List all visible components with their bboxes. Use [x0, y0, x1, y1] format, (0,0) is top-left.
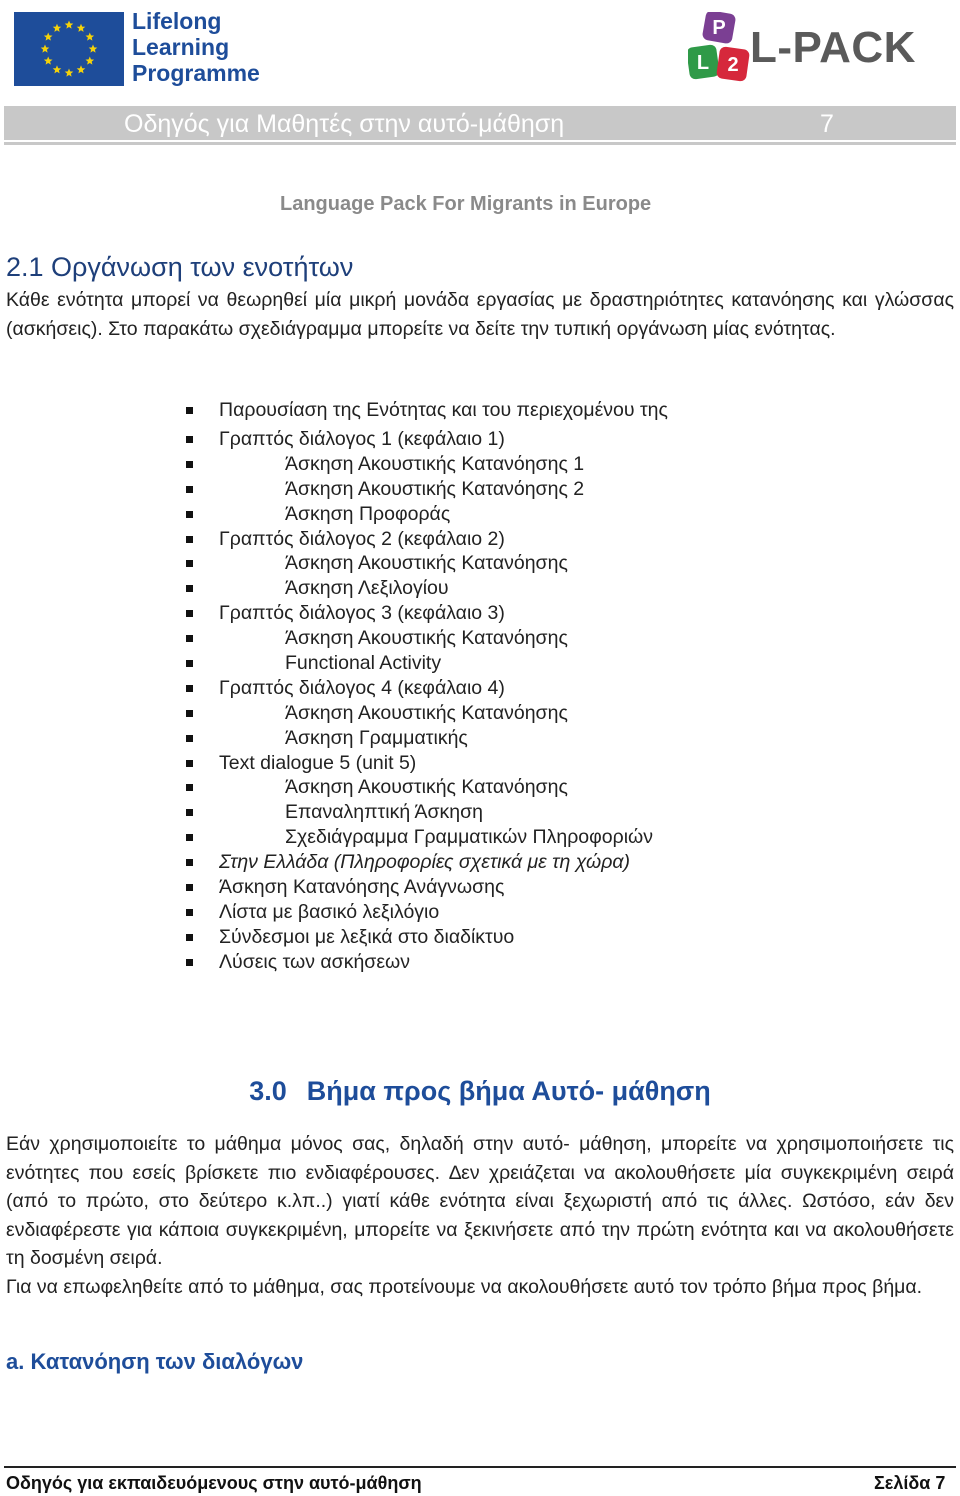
section-3-0-heading	[0, 1074, 960, 1108]
outline-item	[186, 398, 946, 427]
square-bullet-icon	[186, 436, 193, 443]
outline-item	[186, 875, 946, 900]
square-bullet-icon	[186, 486, 193, 493]
outline-item	[186, 427, 946, 452]
outline-item-text: Άσκηση Λεξιλογίου	[285, 577, 449, 600]
square-bullet-icon	[186, 635, 193, 642]
outline-item-text: Γραπτός διάλογος 3 (κεφάλαιο 3)	[219, 602, 505, 625]
outline-item	[186, 850, 946, 875]
square-bullet-icon	[186, 685, 193, 692]
lpack-wordmark: L-PACK	[750, 23, 916, 72]
outline-item-text: Επαναληπτική Άσκηση	[285, 801, 484, 824]
footer-divider	[4, 1466, 956, 1468]
outline-item	[186, 502, 946, 527]
outline-item-text: Στην Ελλάδα (Πληροφορίες σχετικά με τη χώρα)	[219, 851, 630, 874]
outline-item	[186, 950, 946, 975]
lll-line: Programme	[132, 60, 260, 86]
square-bullet-icon	[186, 834, 193, 841]
section-a-heading: a. Κατανόηση των διαλόγων	[6, 1349, 304, 1374]
outline-item-text: Γραπτός διάλογος 2 (κεφάλαιο 2)	[219, 527, 505, 550]
outline-item-text: Άσκηση Ακουστικής Κατανόησης	[285, 552, 568, 575]
svg-text:2: 2	[727, 54, 739, 76]
outline-item	[186, 751, 946, 776]
outline-item-text: Άσκηση Ακουστικής Κατανόησης	[285, 627, 568, 650]
outline-item-text: Γραπτός διάλογος 4 (κεφάλαιο 4)	[219, 676, 505, 699]
square-bullet-icon	[186, 407, 193, 414]
outline-item-text: Functional Activity	[285, 652, 442, 675]
header-divider	[4, 142, 956, 145]
lifelong-learning-logo	[14, 10, 266, 90]
square-bullet-icon	[186, 560, 193, 567]
outline-item	[186, 701, 946, 726]
lpack-tiles-icon	[688, 12, 752, 84]
outline-item-text: Άσκηση Ακουστικής Κατανόησης 1	[285, 452, 585, 475]
section-2-1-intro: Κάθε ενότητα μπορεί να θεωρηθεί μία μικρή μονάδα εργασίας με δραστηριότητες κατανόησης και γλώσσας (ασκήσεις). Στο παρακάτω σχεδιάγραμμα μπορείτε να δείτε την τυπική οργάνωση μίας ενότητας.	[6, 289, 954, 340]
outline-item	[186, 800, 946, 825]
outline-item-text: Σύνδεσμοι με λεξικά στο διαδίκτυο	[219, 925, 515, 948]
outline-item	[186, 651, 946, 676]
lll-wordmark	[132, 8, 260, 86]
outline-item-text: Σχεδιάγραμμα Γραμματικών Πληροφοριών	[285, 826, 654, 849]
svg-text:P: P	[712, 17, 726, 39]
section-3-0-paragraph-1: Εάν χρησιμοποιείτε το μάθημα μόνος σας, δηλαδή στην αυτό- μάθηση, μπορείτε να χρησιμοποιήσετε τις ενότητες που εσείς βρίσκετε πιο ενδιαφέρουσες. ∆εν χρειάζεται να ακολουθήσετε μία συγκεκριμένη σειρά (από το πρώτο, στο δεύτερο κ.λπ..) γιατί κάθε ενότητα είναι ξεχωριστή από τις άλλες. Ωστόσο, εάν δεν ενδιαφέρεστε για κάποια συγκεκριμένη, μπορείτε να ξεκινήσετε από την πρώτη ενότητα και να ακολουθήσετε τη δοσμένη σειρά.	[6, 1133, 954, 1270]
outline-item-text: Άσκηση Ακουστικής Κατανόησης 2	[285, 477, 585, 500]
outline-item-text: Άσκηση Ακουστικής Κατανόησης	[285, 701, 568, 724]
footer-title: Οδηγός για εκπαιδευόμενους στην αυτό-μάθηση	[6, 1473, 422, 1493]
unit-outline-list	[186, 398, 946, 975]
outline-item	[186, 477, 946, 502]
square-bullet-icon	[186, 461, 193, 468]
square-bullet-icon	[186, 884, 193, 891]
square-bullet-icon	[186, 784, 193, 791]
section-title: Βήμα προς βήμα Αυτό- μάθηση	[306, 1076, 711, 1106]
outline-item-text: Λίστα με βασικό λεξιλόγιο	[219, 900, 440, 923]
square-bullet-icon	[186, 760, 193, 767]
outline-item-text: Άσκηση Προφοράς	[285, 502, 451, 525]
square-bullet-icon	[186, 536, 193, 543]
outline-item	[186, 925, 946, 950]
square-bullet-icon	[186, 934, 193, 941]
outline-item	[186, 676, 946, 701]
outline-item-text: Άσκηση Κατανόησης Ανάγνωσης	[219, 876, 505, 899]
header-subtitle: Language Pack For Migrants in Europe	[280, 193, 652, 215]
square-bullet-icon	[186, 710, 193, 717]
header-title: Οδηγός για Μαθητές στην αυτό-μάθηση	[124, 110, 565, 138]
square-bullet-icon	[186, 660, 193, 667]
svg-text:L: L	[696, 52, 710, 74]
header-page-number: 7	[820, 110, 834, 138]
outline-item-text: Λύσεις των ασκήσεων	[219, 950, 410, 973]
outline-item	[186, 551, 946, 576]
square-bullet-icon	[186, 585, 193, 592]
outline-item	[186, 626, 946, 651]
lll-line: Lifelong	[132, 8, 222, 34]
square-bullet-icon	[186, 809, 193, 816]
outline-item-text: Άσκηση Ακουστικής Κατανόησης	[285, 776, 568, 799]
footer-page: Σελίδα 7	[874, 1473, 946, 1493]
square-bullet-icon	[186, 959, 193, 966]
outline-item	[186, 900, 946, 925]
lll-line: Learning	[132, 34, 230, 60]
square-bullet-icon	[186, 610, 193, 617]
outline-item	[186, 452, 946, 477]
square-bullet-icon	[186, 511, 193, 518]
outline-item	[186, 825, 946, 850]
section-number: 3.0	[249, 1076, 287, 1106]
outline-item-text: Παρουσίαση της Ενότητας και του περιεχομένου της	[219, 399, 668, 421]
outline-item	[186, 527, 946, 552]
section-3-0-paragraph-2: Για να επωφεληθείτε από το μάθημα, σας προτείνουμε να ακολουθήσετε αυτό τον τρόπο βήμα προς βήμα.	[6, 1276, 923, 1298]
outline-item-text: Text dialogue 5 (unit 5)	[219, 751, 417, 774]
eu-flag-icon	[14, 12, 124, 86]
lpack-logo	[688, 12, 928, 84]
square-bullet-icon	[186, 859, 193, 866]
square-bullet-icon	[186, 735, 193, 742]
outline-item-text: Γραπτός διάλογος 1 (κεφάλαιο 1)	[219, 428, 505, 450]
square-bullet-icon	[186, 909, 193, 916]
outline-item	[186, 726, 946, 751]
outline-item-text: Άσκηση Γραμματικής	[285, 726, 468, 749]
outline-item	[186, 601, 946, 626]
outline-item	[186, 576, 946, 601]
section-2-1-heading: 2.1 Οργάνωση των ενοτήτων	[6, 252, 354, 282]
outline-item	[186, 775, 946, 800]
